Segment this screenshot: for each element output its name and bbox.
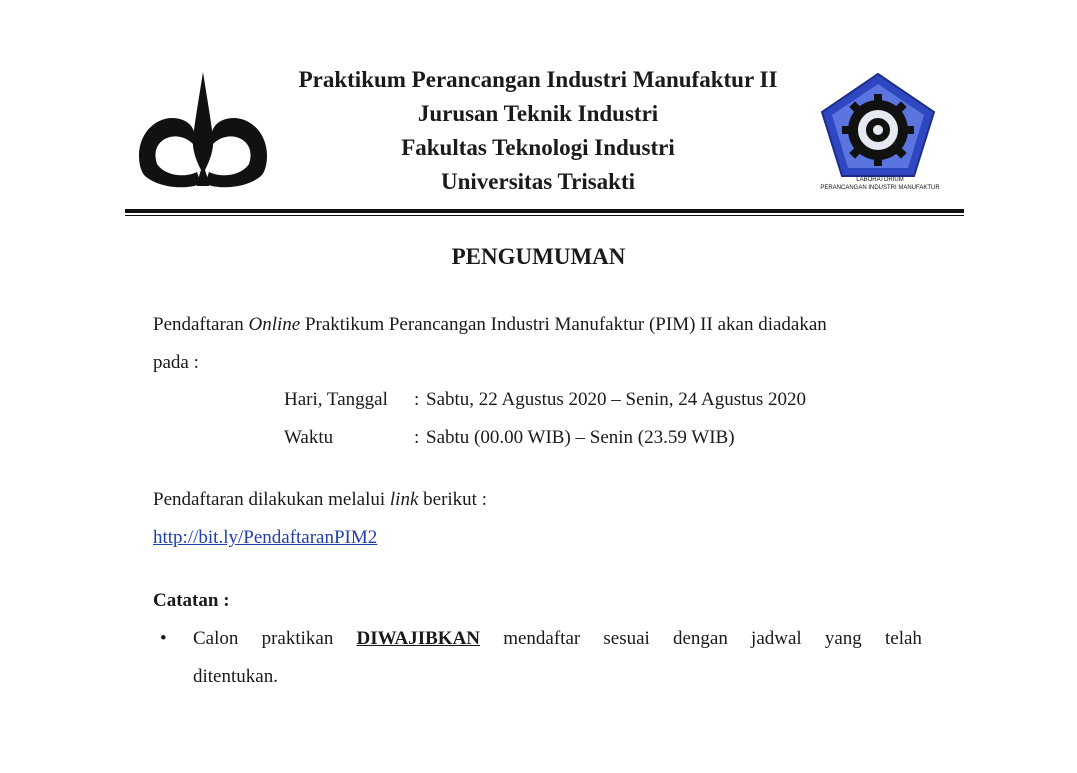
trisakti-logo xyxy=(135,68,271,190)
schedule-sep-time: : xyxy=(414,427,420,448)
page-title: PENGUMUMAN xyxy=(451,244,626,269)
emphasis-required: DIWAJIBKAN xyxy=(356,628,481,649)
schedule-value-date: Sabtu, 22 Agustus 2020 – Senin, 24 Agustus 2020 xyxy=(426,389,807,410)
notes-heading: Catatan : xyxy=(153,590,230,611)
schedule-value-time: Sabtu (00.00 WIB) – Senin (23.59 WIB) xyxy=(426,427,735,448)
registration-text: Pendaftaran dilakukan melalui link berikut : xyxy=(153,489,487,510)
intro-line-1: Pendaftaran Online Praktikum Perancangan Industri Manufaktur (PIM) II akan diadakan xyxy=(153,314,827,335)
registration-link[interactable]: http://bit.ly/PendaftaranPIM2 xyxy=(153,527,378,548)
header-line-4: Universitas Trisakti xyxy=(440,169,636,194)
header-line-1: Praktikum Perancangan Industri Manufaktur II xyxy=(298,67,778,92)
lab-logo-caption: LABORATORIUM PERANCANGAN INDUSTRI MANUFAKTUR xyxy=(820,177,940,191)
note-item-line-2: ditentukan. xyxy=(193,666,278,687)
header-rule-thick xyxy=(125,209,964,213)
schedule-sep-date: : xyxy=(414,389,420,410)
header-line-2: Jurusan Teknik Industri xyxy=(417,101,659,126)
bullet-icon: • xyxy=(160,628,167,649)
letterhead xyxy=(270,64,806,200)
intro-line-2: pada : xyxy=(153,352,199,373)
header-line-3: Fakultas Teknologi Industri xyxy=(401,135,675,160)
note-item-line-1: Calon praktikan DIWAJIBKAN mendaftar sesuai dengan jadwal yang telah xyxy=(193,628,922,649)
header-rule-thin xyxy=(125,215,964,216)
schedule-label-date: Hari, Tanggal xyxy=(284,389,388,410)
lab-logo xyxy=(818,72,938,180)
schedule-label-time: Waktu xyxy=(284,427,334,448)
